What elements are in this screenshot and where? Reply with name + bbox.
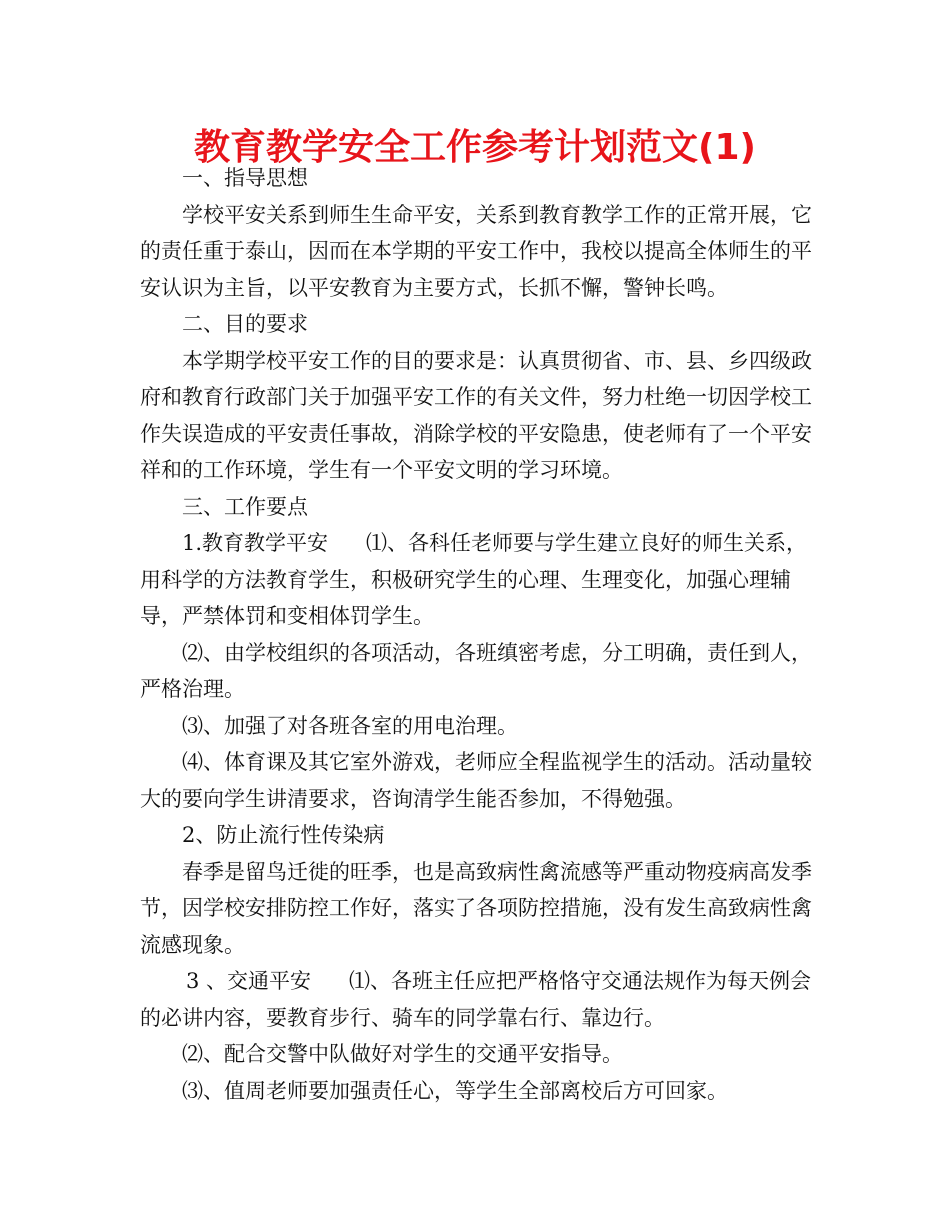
- paragraph-goals: 本学期学校平安工作的目的要求是：认真贯彻省、市、县、乡四级政府和教育行政部门关于加强平安工作的有关文件，努力杜绝一切因学校工作失误造成的平安责任事故，消除学校的平安隐患，使老师有了一个平安祥和的工作环境，学生有一个平安文明的学习环境。: [140, 348, 812, 482]
- subheading-traffic-safety: 3 、交通平安: [186, 969, 312, 993]
- item-traffic-3: ⑶、值周老师要加强责任心，等学生全部离校后方可回家。: [182, 1078, 728, 1103]
- item-teaching-3: ⑶、加强了对各班各室的用电治理。: [182, 713, 518, 738]
- item-teaching-4: ⑷、体育课及其它室外游戏，老师应全程监视学生的活动。活动量较大的要向学生讲清要求，咨询清学生能否参加，不得勉强。: [140, 750, 812, 811]
- item-traffic-1: ⑴、各班主任应把严格恪守交通法规作为每天例会的必讲内容，要教育步行、骑车的同学靠右行、靠边行。: [140, 969, 812, 1030]
- subheading-disease-prevention: 2、防止流行性传染病: [182, 823, 385, 847]
- section-heading-goals: 二、目的要求: [182, 312, 308, 336]
- document-title: 教育教学安全工作参考计划范文(1): [194, 127, 756, 168]
- item-traffic-2: ⑵、配合交警中队做好对学生的交通平安指导。: [182, 1042, 623, 1066]
- section-heading-work-points: 三、工作要点: [182, 494, 308, 519]
- paragraph-disease-prevention: 春季是留鸟迁徙的旺季，也是高致病性禽流感等严重动物疫病高发季节，因学校安排防控工作好，落实了各项防控措施，没有发生高致病性禽流感现象。: [140, 859, 812, 957]
- document-body: [140, 160, 812, 1109]
- subheading-teaching-safety: 1.教育教学平安: [182, 531, 329, 555]
- paragraph-teaching-safety: [140, 525, 812, 635]
- paragraph-guiding-thought: 学校平安关系到师生生命平安，关系到教育教学工作的正常开展，它的责任重于泰山，因而在本学期的平安工作中，我校以提高全体师生的平安认识为主旨，以平安教育为主要方式，长抓不懈，警钟长鸣。: [140, 202, 812, 300]
- section-heading-guiding-thought: 一、指导思想: [182, 166, 308, 190]
- paragraph-traffic-safety: [140, 963, 812, 1036]
- item-teaching-2: ⑵、由学校组织的各项活动，各班缜密考虑，分工明确，责任到人，严格治理。: [140, 640, 812, 701]
- item-teaching-1: ⑴、各科任老师要与学生建立良好的师生关系，用科学的方法教育学生，积极研究学生的心理、生理变化，加强心理辅导，严禁体罚和变相体罚学生。: [140, 531, 808, 628]
